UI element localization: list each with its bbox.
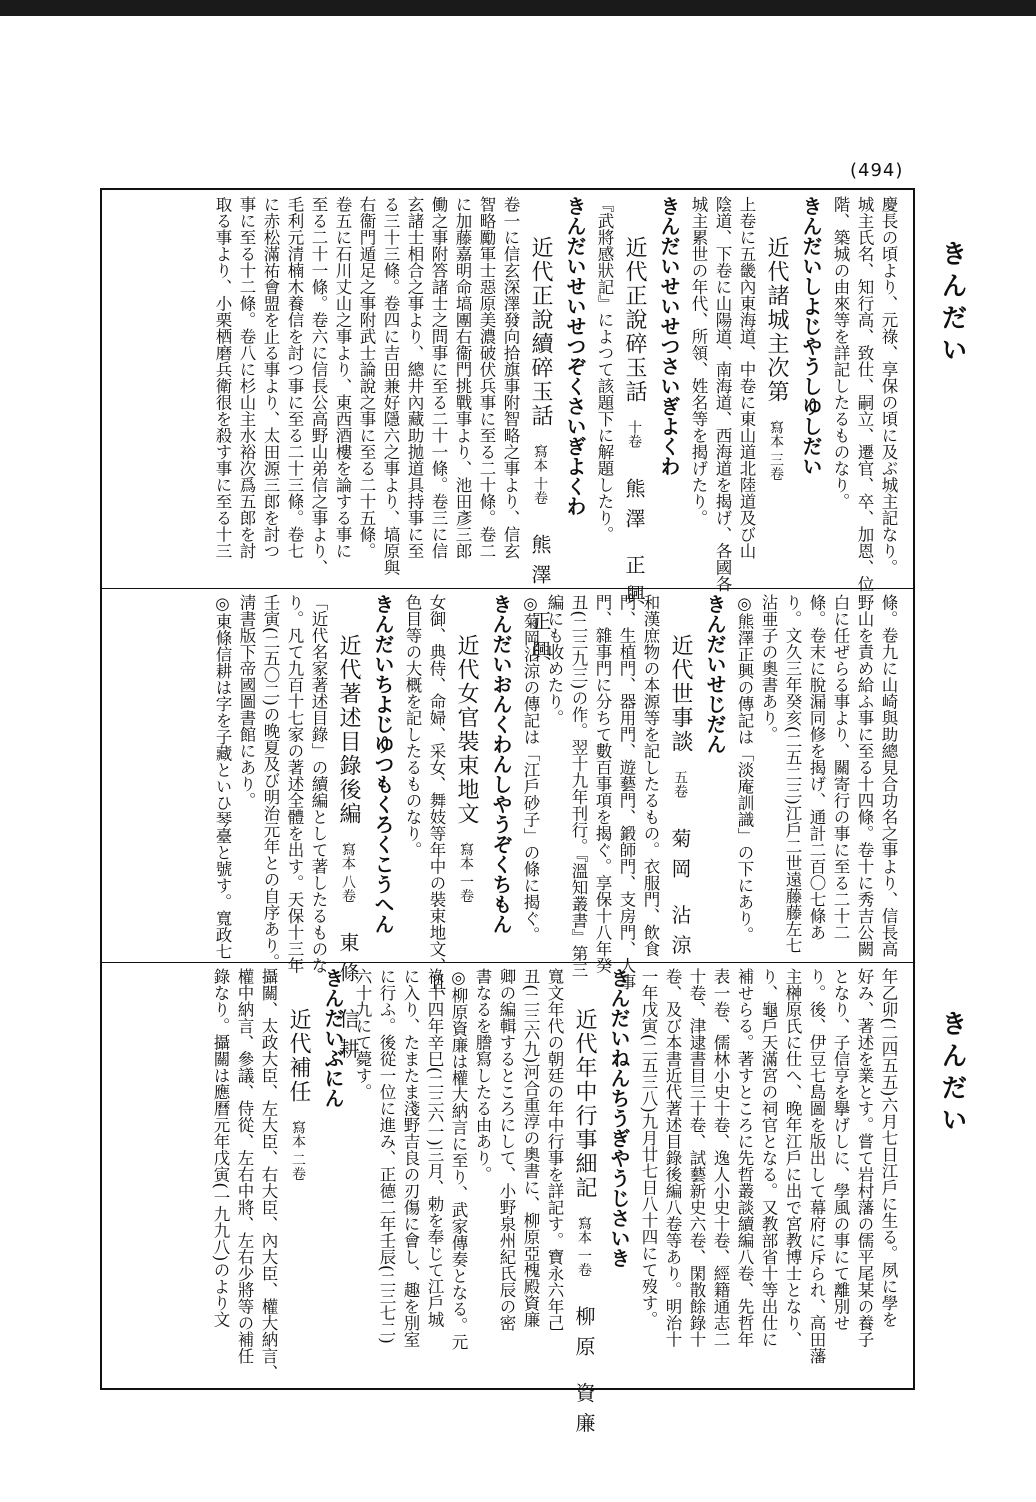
work-title: 近代年中行事細記 [572, 1008, 597, 1200]
work-title-line [566, 968, 602, 1443]
text-line: 上卷に五畿內東海道、中卷に東山道北陸道及び山 [737, 196, 756, 559]
text-line: 條。卷末に脫漏同修を揭げ、通計二百〇七條あ [807, 594, 826, 941]
text-line: 補せらる。著すところに先哲叢談續編八卷、先哲年 [735, 968, 754, 1348]
entry-heading: きんだいおんくわんしやうぞくちもん [489, 594, 513, 934]
text-line: となり、子信亨を擧げしに、學風の事にて離別せ [831, 968, 850, 1331]
work-author: 熊澤 正興 [622, 478, 646, 615]
text-line: 主榊原氏に仕へ、晚年江戶に出で宮教博士となり、 [783, 968, 802, 1348]
text-line: 編にも收めたり。 [545, 594, 564, 726]
work-title: 近代正說續碎玉話 [528, 236, 553, 428]
work-title: 近代世事談 [668, 634, 693, 754]
work-author: 柳原 資廉 [572, 1306, 596, 1443]
text-line: 條。卷九に山崎與助總見合功名之事より、信長高 [879, 594, 898, 957]
entry-heading: きんだいねんちうぎやうじさいき [607, 968, 631, 1268]
text-line: 城主累世の年代、所領、姓名等を揭げたり。 [689, 196, 708, 526]
text-line: 壬寅(二五〇二)の晚夏及び明治元年との自序あり。 [261, 594, 280, 970]
text-line: 野山を責め給ふ事に至る十四條。卷十に秀吉公闕 [855, 594, 874, 957]
text-line: 毛利元清楠木養信を討つ事に至る二十三條。卷七 [285, 196, 304, 559]
text-line: 門、生植門、器用門、遊藝門、鍛師門、支房門、人事 [617, 594, 636, 990]
work-volumes: 十卷 [626, 420, 642, 448]
entry-heading: きんだいせいせつぞくさいぎよくわ [563, 196, 587, 516]
text-line: 玄諸士相合之事より、總井內藏助拋道具持事に至 [405, 196, 424, 559]
band-divider-1 [100, 588, 915, 589]
text-line: 智略勵軍士惡原美濃破伏兵事に至る二十條。卷二 [477, 196, 496, 559]
work-volumes: 五卷 [672, 770, 688, 798]
work-volumes: 寫本 三卷 [768, 420, 784, 481]
work-volumes: 寫本 十卷 [532, 444, 548, 505]
entry-heading: きんだいせじだん [703, 594, 727, 754]
text-line: 好み、著述を業とす。嘗て岩村藩の儒平尾某の養子 [855, 968, 874, 1348]
text-line: 色目等の大概を記したるものなり。 [403, 594, 422, 858]
text-line: 女御、典侍、命婦、采女、舞妓等年中の裝束地文、且、 [427, 594, 446, 1007]
entry-heading: きんだいぶにん [321, 968, 345, 1108]
band-divider-2 [100, 962, 915, 963]
text-line: 書なるを謄寫したる由あり。 [473, 968, 492, 1183]
frame-bottom-rule [100, 1388, 915, 1390]
text-line: 丑(二三九三)の作。翌十九年刊行。『溫知叢書』第三 [569, 594, 588, 979]
margin-title-bottom: きんだい [937, 1010, 967, 1138]
text-line: ◎東條信耕は字を子藏といひ琴臺と號す。寬政七 [213, 594, 232, 960]
text-line: 門、雜事門に分ちて數百事項を揭ぐ。享保十八年癸 [593, 594, 612, 974]
frame-top-rule [100, 188, 915, 190]
text-line: 『武將感狀記』によつて該題下に解題したり。 [595, 196, 614, 543]
text-band-lower [110, 968, 900, 1443]
work-title-line [280, 968, 316, 1180]
text-line: 「近代名家著述目錄」の續編として著したるものな [309, 594, 328, 974]
work-title: 近代諸城主次第 [764, 236, 789, 404]
text-line: 取る事より、小栗栖磨兵衛很を殺す事に至る十三 [213, 196, 232, 559]
text-line: 慶長の頃より、元祿、享保の頃に及ぶ城主記なり。 [879, 196, 898, 576]
text-line: 年乙卯(二四五五)六月七日江戶に生る。夙に學を [879, 968, 898, 1328]
text-line: 丑(二三六九)河合重淳の奧書に、柳原亞槐殿資廉 [521, 968, 540, 1328]
text-line: ◎柳原資廉は權大納言に至り、武家傳奏となる。元 [449, 968, 468, 1350]
text-line: り。文久三年癸亥(二五二三)江戶二世遠藤藤左七 [783, 594, 802, 954]
work-volumes: 寫本 一卷 [576, 1216, 592, 1277]
text-line: 權中納言、參議、侍從、左右中將、左右少將等の補任 [235, 968, 254, 1364]
frame-right-rule [913, 188, 915, 1390]
work-title-line [448, 594, 484, 902]
page-number: (494) [850, 160, 904, 181]
text-line: に赤松滿祐會盟を止る事より、太田源三郎を討つ [261, 196, 280, 559]
text-line: 錄なり。攝關は應曆元年戊寅(一九九八)のより文 [211, 968, 230, 1328]
work-title: 近代著述目錄後編 [336, 634, 361, 826]
text-line: 十卷、津逮書目三十卷、試藝新史六卷、閑散餘錄十 [687, 968, 706, 1348]
text-line: 六十九にて薨す。 [353, 968, 372, 1100]
work-volumes: 寫本 一卷 [458, 842, 474, 903]
entry-heading: きんだいせいせつさいぎよくわ [657, 196, 681, 476]
text-line: 陰道、下卷に山陽道、南海道、西海道を揭げ、各國各 [713, 196, 732, 592]
text-line: 働之事附答諸士之問事に至る二十一條。卷三に信 [429, 196, 448, 559]
text-line: 寬文年代の朝廷の年中行事を詳記す。寶永六年己 [545, 968, 564, 1331]
work-author: 菊岡 沾涼 [668, 828, 692, 965]
text-line: 城主氏名、知行高、致仕、嗣立、遷官、卒、加恩、位 [855, 196, 874, 592]
text-line: 階、築城の由來等を詳記したるものなり。 [831, 196, 850, 510]
work-title: 近代正說碎玉話 [622, 236, 647, 404]
text-line: 淸書版下帝國圖書館にあり。 [237, 594, 256, 809]
text-line: り。凡て九百十七家の著述全體を出す。天保十三年 [285, 594, 304, 974]
margin-title-top: きんだい [937, 240, 967, 368]
text-line: 卷一に信玄深澤發向拾旗事附智略之事より、信玄 [501, 196, 520, 559]
work-author: 熊澤 正興 [528, 534, 552, 671]
text-line: に行ふ。後從一位に進み、正德二年壬辰(二三七二) [377, 968, 396, 1344]
text-line: る三十三條。卷四に吉田兼好隱六之事より、塙原與 [381, 196, 400, 576]
text-line: 攝關、太政大臣、左大臣、右大臣、內大臣、權大納言、 [259, 968, 278, 1381]
work-title-line [758, 196, 794, 480]
work-title: 近代補任 [286, 1008, 311, 1104]
text-line: 祿十四年辛巳(二三六一)三月、勅を奉じて江戶城 [425, 968, 444, 1328]
work-volumes: 寫本 二卷 [290, 1120, 306, 1181]
text-line: 右衞門遁足之事附武士論說之事に至る二十五條。 [357, 196, 376, 559]
text-line: に入り、たまたま淺野吉良の刃傷に會し、趣を別室 [401, 968, 420, 1348]
text-line: 一年戊寅(二五三八)九月廿七日八十四にて歿す。 [639, 968, 658, 1328]
work-title-line [662, 594, 698, 964]
work-author: 東條 信耕 [336, 932, 360, 1069]
text-line: ◎菊岡沾涼の傳記は「江戶砂子」の條に揭ぐ。 [521, 594, 540, 943]
entry-heading: きんだいしよじやうしゆしだい [799, 196, 823, 476]
column-stack [208, 968, 900, 1443]
text-line: 事に至る十二條。卷八に杉山主水裕次爲五郎を討 [237, 196, 256, 559]
text-line: ◎熊澤正興の傳記は「淡庵訓識」の下にあり。 [735, 594, 754, 943]
text-line: 卷五に石川丈山之事より、東西酒樓を論する事に [333, 196, 352, 559]
frame-left-rule [100, 188, 102, 1390]
entry-heading: きんだいちよじゆつもくろくこうへん [371, 594, 395, 934]
text-line: 表一卷、儒林小史十卷、逸人小史十卷、經籍通志二 [711, 968, 730, 1348]
work-title-line [616, 196, 652, 614]
text-line: り、龜戶天滿宮の祠官となる。又教部省十等出仕に [759, 968, 778, 1348]
work-title: 近代女官裝束地文 [454, 634, 479, 826]
text-line: に加藤嘉明命塙團右衞門挑戰事より、池田彥三郎 [453, 196, 472, 559]
text-line: 卿の編輯するところにして、小野泉州紀氏辰の密 [497, 968, 516, 1331]
text-line: 卷、及び本書近代著述目錄後編八卷等あり。明治十 [663, 968, 682, 1348]
text-line: 和漢庶物の本源等を記したるもの。衣服門、飲食 [641, 594, 660, 957]
text-line: 白に任ぜらる事より、關寄行の事に至る二十二 [831, 594, 850, 941]
text-line: 沾亜子の奧書あり。 [759, 594, 778, 743]
top-border-bar [0, 0, 1036, 16]
work-volumes: 寫本 八卷 [340, 842, 356, 903]
text-line: り。後、伊豆七島圖を版出して幕府に斥られ、高田藩 [807, 968, 826, 1364]
text-line: 至る二十一條。卷六に信長公高野山弟信之事より、 [309, 196, 328, 576]
